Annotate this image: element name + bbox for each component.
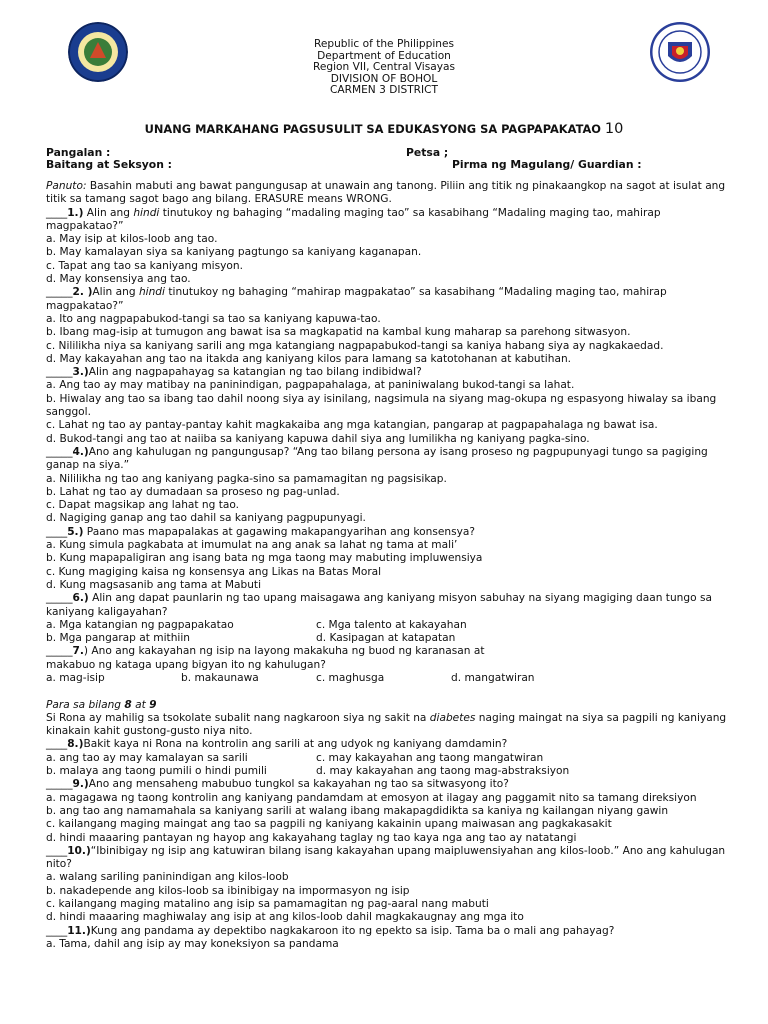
choice: a. magagawa ng taong kontrolin ang kaniyang pandamdam at emosyon at ilagay ang paggamit nito sa tamang direksiyon [46,791,697,804]
passage-text-part: naging maingat na siya sa pagpili ng kaniyang kinakain kahit gustong-gusto niya nito. [46,711,727,738]
question-number: 4.) [72,445,89,458]
choice: d. Bukod-tangi ang tao at naiiba sa kaniyang kapuwa dahil siya ang lumilikha ng kaniyang pagka-sino. [46,432,590,445]
passage-label-text: at [131,698,150,711]
question-number: 11.) [67,924,91,937]
question-number: 2. ) [72,286,93,299]
question-stem: Ano ang kahulugan ng pangungusap? “Ang tao bilang persona ay isang proseso ng pagpupunyagi tungo sa pagiging [88,445,708,458]
question-9 [46,778,736,791]
answer-blank: ____ [46,206,68,219]
header-line: CARMEN 3 DISTRICT [329,84,439,97]
question-stem: Alin ang [83,206,134,219]
answer-blank: _____ [46,778,73,791]
question-stem: Alin ang nagpapahayag sa katangian ng tao bilang indibidwal? [88,366,422,379]
choice: d. Kasipagan at katapatan [316,632,456,645]
question-1 [46,207,736,234]
instructions-text: Basahin mabuti ang bawat pangungusap at unawain ang tanong. Piliin ang titik ng pinakaangkop na sagot at isulat ang titik sa tamang sagot bago ang bilang. ERASURE means WRONG. [46,180,726,206]
question-stem: tinutukoy ng bahaging “madaling maging tao” sa kasabihang “Madaling maging tao, mahirap magpakatao?” [46,206,661,232]
question-6 [46,592,736,619]
choice: b. Hiwalay ang tao sa ibang tao dahil noong siya ay isinilang, nagsimula na siyang mag-okupa ng espasyong hiwalay sa ibang sanggol. [46,392,717,419]
choice: b. Kung mapapaligiran ang isang bata ng mga taong may mabuting impluwensiya [46,552,483,565]
choice: d. mangatwiran [451,671,535,684]
choice: d. May konsensiya ang tao. [46,273,191,286]
pirma-label: Pirma ng Magulang/ Guardian : [452,157,642,171]
question-number: 3.) [72,366,89,379]
choice: a. Nililikha ng tao ang kaniyang pagka-sino sa pamamagitan ng pagsisikap. [46,472,447,485]
question-4 [46,446,736,459]
question-8 [46,738,736,751]
passage-text [46,712,736,739]
petsa-label: Petsa ; [406,146,449,159]
answer-blank: _____ [46,286,73,299]
choice: d. May kakayahan ang tao na itakda ang kaniyang kilos para lamang sa katotohanan at kabutihan. [46,352,572,365]
emphasis: diabetes [429,711,476,724]
choice: c. Lahat ng tao ay pantay-pantay kahit magkakaiba ang mga katangian, pangarap at pagpapahalaga ng bawat isa. [46,419,658,432]
instructions-label: Panuto: [46,180,87,192]
question-number: 1.) [67,206,84,219]
choice: c. Dapat magsikap ang lahat ng tao. [46,499,240,512]
pangalan-label: Pangalan : [46,146,111,159]
question-stem: Kung ang pandama ay depektibo nagkakaroon ito ng epekto sa isip. Tama ba o mali ang pahayag? [90,924,615,937]
question-number: 7. [72,645,84,658]
exam-title-number: 10 [604,121,624,137]
emphasis: hindi [133,206,160,219]
choice: c. maghusga [316,671,385,684]
answer-blank: _____ [46,366,73,379]
choice: b. malaya ang taong pumili o hindi pumili [46,765,267,778]
choice: b. Lahat ng tao ay dumadaan sa proseso ng pag-unlad. [46,485,340,498]
passage-label-text: Para sa bilang [46,698,125,711]
choice: a. ang tao ay may kamalayan sa sarili [46,751,248,764]
choice: d. Kung magsasanib ang tama at Mabuti [46,578,262,591]
choice: c. may kakayahan ang taong mangatwiran [316,751,544,764]
answer-blank: _____ [46,592,73,605]
question-stem: Alin ang dapat paunlarin ng tao upang maisagawa ang kaniyang misyon sabuhay na siyang magiging daan tungo sa kaniyang kaligayahan? [46,592,712,618]
question-stem: Bakit kaya ni Rona na kontrolin ang sarili at ang udyok ng kaniyang damdamin? [83,738,508,751]
question-7 [46,645,736,658]
choice: c. kailangang maging matalino ang isip sa pamamagitan ng pag-aaral nang mabuti [46,898,489,911]
question-number: 5.) [67,525,84,538]
student-fields [46,147,746,171]
choice: b. Mga pangarap at mithiin [46,632,191,645]
header [0,39,768,97]
exam-title [0,121,768,137]
question-stem-continued: makabuo ng kataga upang bigyan ito ng kahulugan? [46,658,326,671]
question-3 [46,366,736,379]
choice: b. makaunawa [181,671,259,684]
choice: a. walang sariling paninindigan ang kilos-loob [46,871,289,884]
header-line: Department of Education [317,49,451,62]
question-number: 10.) [67,844,91,857]
header-line: DIVISION OF BOHOL [330,72,438,85]
question-stem-continued: ganap na siya.” [46,459,130,472]
answer-blank: ____ [46,525,68,538]
exam-body [46,180,736,951]
answer-blank: ____ [46,844,68,857]
baitang-label: Baitang at Seksyon : [46,157,172,171]
question-number: 6.) [72,592,89,605]
question-stem: Paano mas mapapalakas at gagawing makapangyarihan ang konsensya? [83,525,475,538]
choice: b. nakadepende ang kilos-loob sa ibinibigay na impormasyon ng isip [46,884,410,897]
header-line: Republic of the Philippines [313,38,455,50]
choice: d. hindi maaaring maghiwalay ang isip at ang kilos-loob dahil magkakaugnay ang mga ito [46,911,524,924]
choice: a. Ang tao ay may matibay na paninindigan, pagpapahalaga, at paniniwalang bukod-tangi sa lahat. [46,379,575,392]
choice: d. Nagiging ganap ang tao dahil sa kaniyang pagpupunyagi. [46,512,366,525]
choice: a. Ito ang nagpapabukod-tangi sa tao sa kaniyang kapuwa-tao. [46,312,381,325]
answer-blank: _____ [46,645,73,658]
exam-title-text: UNANG MARKAHANG PAGSUSULIT SA EDUKASYONG SA PAGPAPAKATAO [144,122,601,136]
choice: b. May kamalayan siya sa kaniyang pagtungo sa kaniyang kaganapan. [46,246,422,259]
passage-number: 8 [124,698,132,711]
question-10 [46,845,736,872]
question-11 [46,925,736,938]
instructions [46,180,736,207]
answer-blank: _____ [46,445,73,458]
header-line: Region VII, Central Visayas [312,61,456,74]
question-stem: “Ibinibigay ng isip ang katuwiran bilang isang kakayahan upang maipluwensiyahan ang kilos-loob.” Ano ang kahulugan nito? [46,844,726,871]
choice: a. Kung simula pagkabata at imumulat na ang anak sa lahat ng tama at mali’ [46,539,458,552]
choice: a. Mga katangian ng pagpapakatao [46,618,234,631]
choice: b. Ibang mag-isip at tumugon ang bawat isa sa magkapatid na kambal kung maharap sa parehong sitwasyon. [46,326,631,339]
question-stem: ) Ano ang kakayahan ng isip na layong makakuha ng buod ng karanasan at [83,645,485,658]
choice: c. Kung magiging kaisa ng konsensya ang Likas na Batas Moral [46,565,382,578]
choice: b. ang tao ang namamahala sa kaniyang sarili at walang ibang makapagdidikta sa kaniya ng kailangan niyang gawin [46,804,669,817]
question-5 [46,526,736,539]
choice: d. hindi maaaring pantayan ng hayop ang kakayahang taglay ng tao kaya nga ang tao ay natatangi [46,831,577,844]
choice: d. may kakayahan ang taong mag-abstraksiyon [316,765,570,778]
question-stem: tinutukoy ng bahaging “mahirap magpakatao” sa kasabihang “Madaling maging tao, mahirap magpakatao?” [46,286,667,312]
passage-number: 9 [149,698,157,711]
choice: a. Tama, dahil ang isip ay may koneksiyon sa pandama [46,937,339,950]
choice: c. Tapat ang tao sa kaniyang misyon. [46,259,243,272]
choice: c. Nililikha niya sa kaniyang sarili ang mga katangiang nagpapabukod-tangi sa kaniya habang siya ay nagkakaedad. [46,339,664,352]
answer-blank: ____ [46,924,68,937]
question-2 [46,286,736,313]
question-stem: Alin ang [92,286,139,299]
question-stem: Ano ang mensaheng mabubuo tungkol sa kakayahan ng tao sa sitwasyong ito? [88,778,509,791]
choice: c. kailangang maging maingat ang tao sa pagpili ng kaniyang kakainin upang maiwasan ang pagkakasakit [46,818,612,831]
emphasis: hindi [138,286,165,299]
question-number: 9.) [72,778,89,791]
question-number: 8.) [67,738,84,751]
passage-label [46,699,736,712]
choice: a. May isip at kilos-loob ang tao. [46,233,218,246]
answer-blank: ____ [46,738,68,751]
choice: c. Mga talento at kakayahan [316,618,467,631]
passage-text-part: Si Rona ay mahilig sa tsokolate subalit nang nagkaroon siya ng sakit na [46,711,430,724]
choice: a. mag-isip [46,671,105,684]
